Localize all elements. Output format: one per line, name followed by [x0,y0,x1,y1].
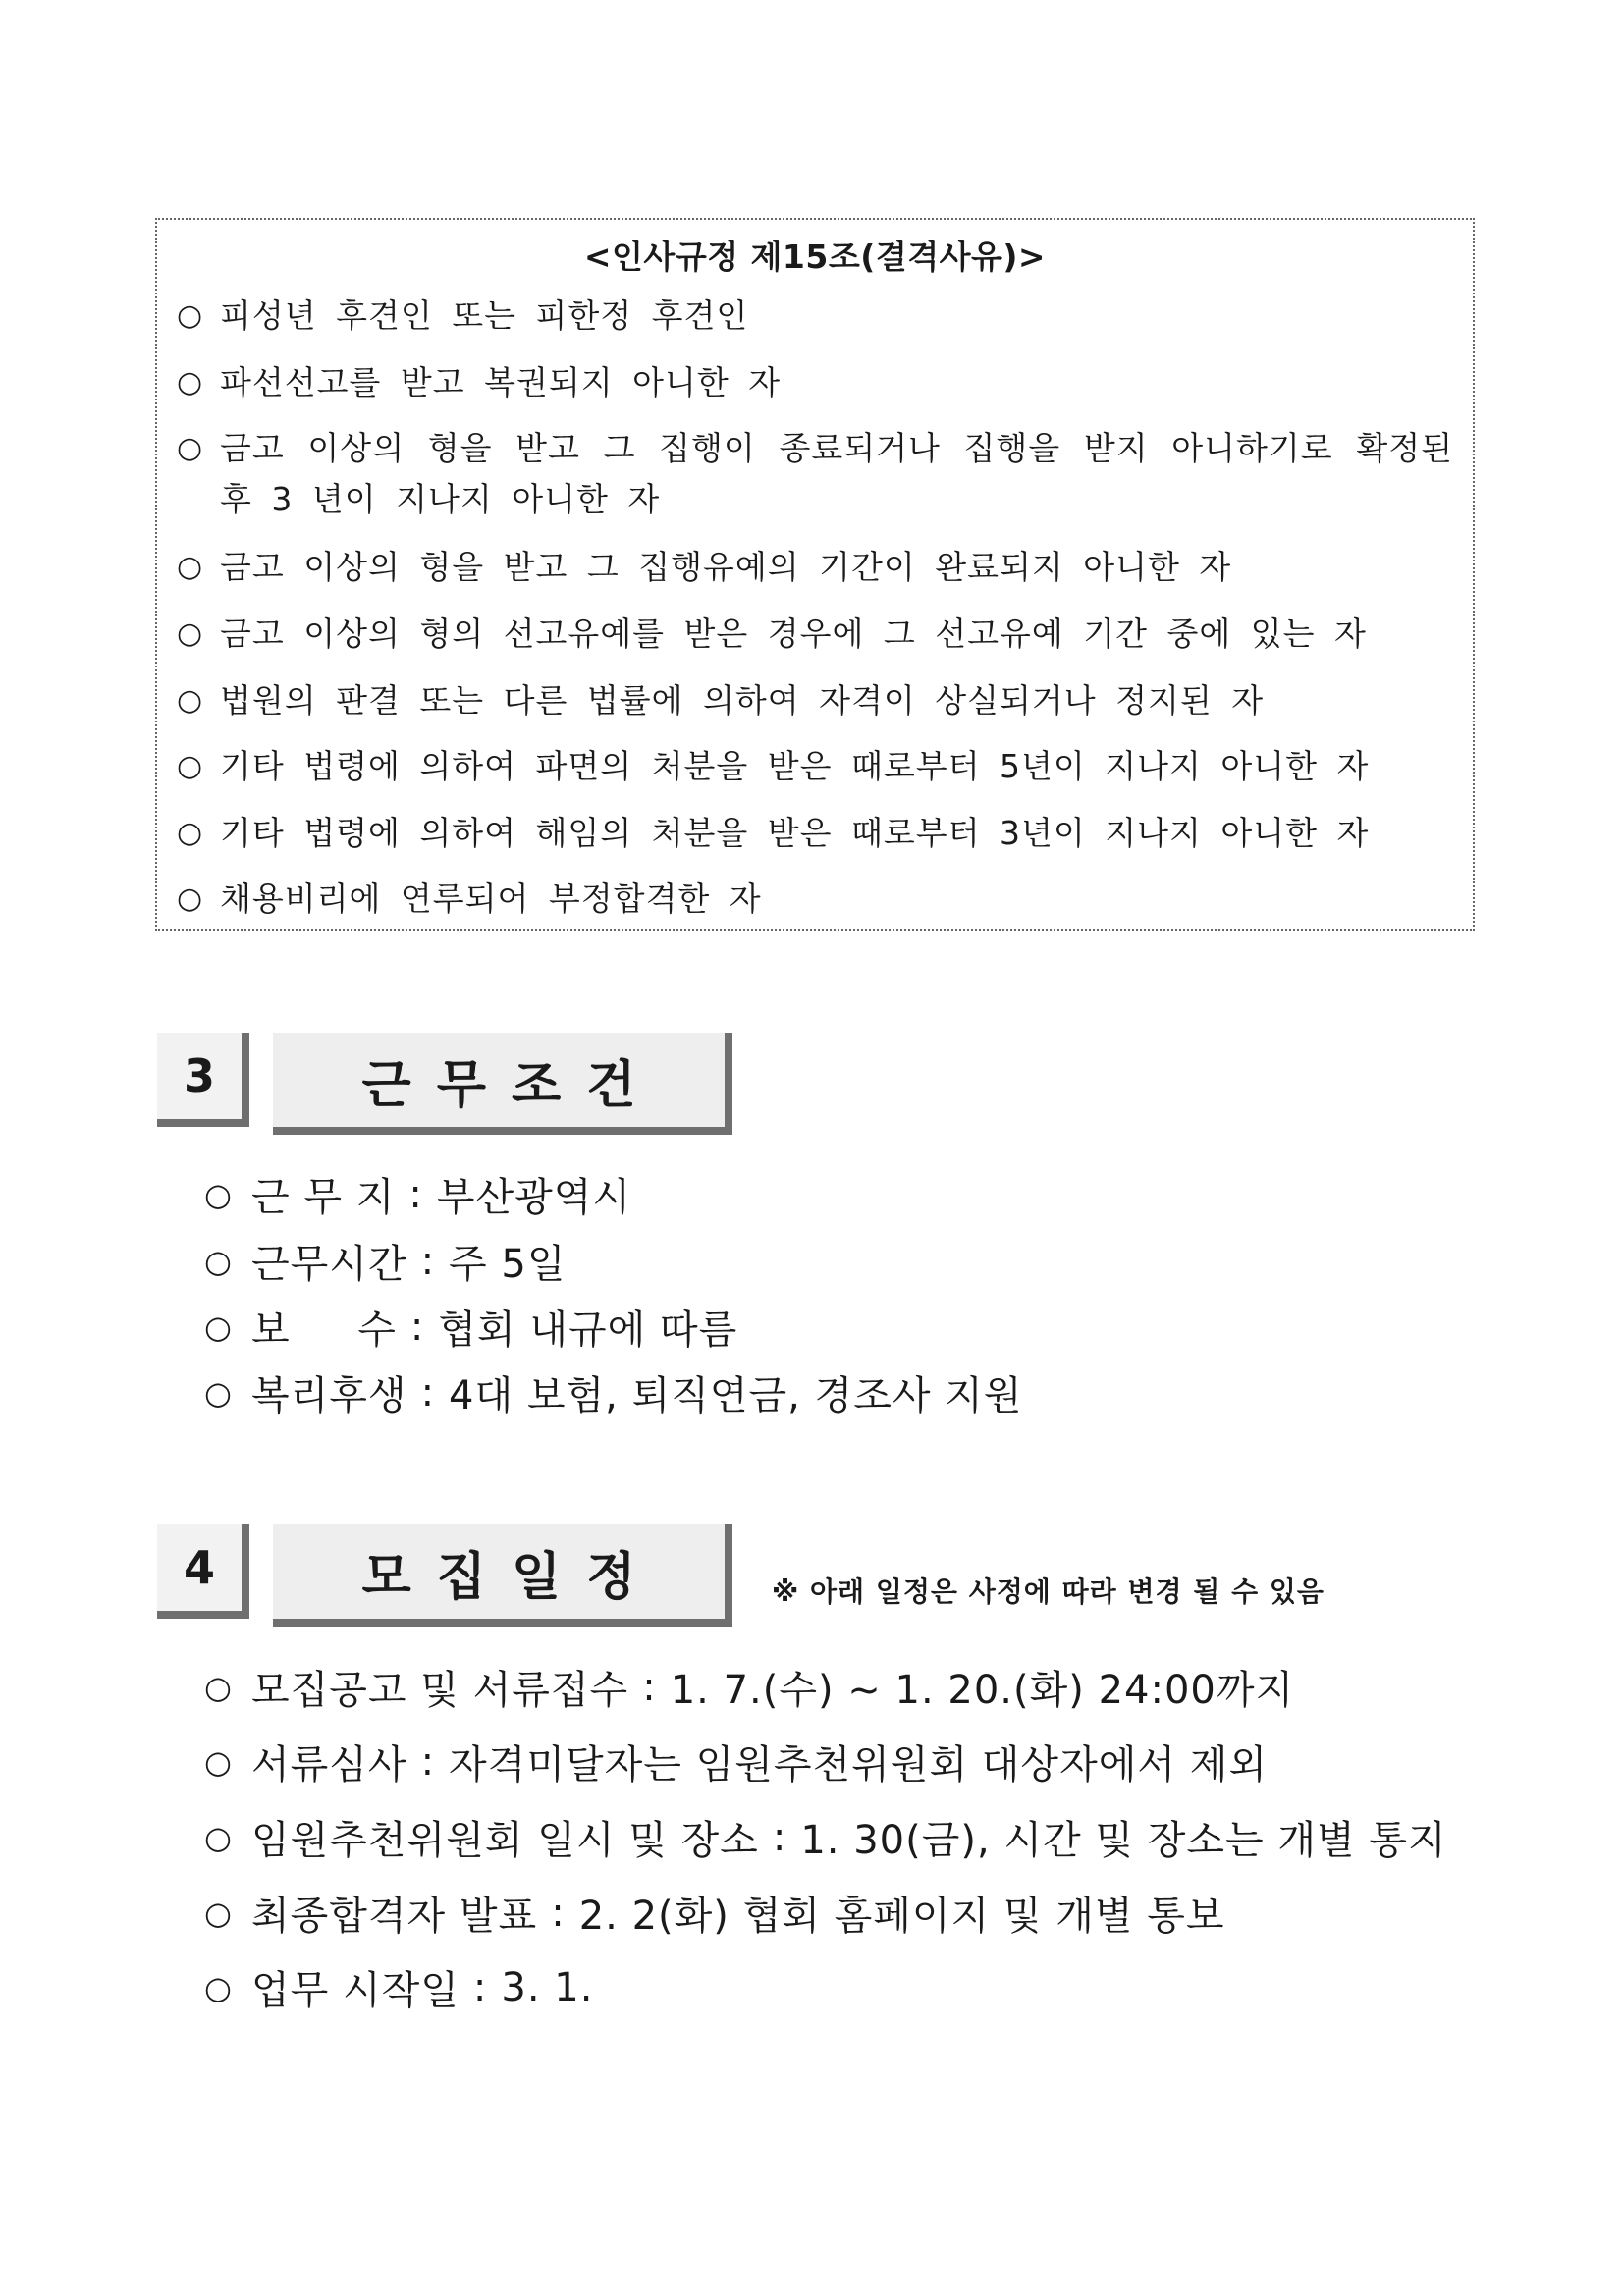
schedule-item [204,1959,593,2015]
schedule-item [204,1659,1294,1715]
bullet-icon: ○ [177,550,203,584]
rule-item-text: 파선선고를 받고 복권되지 아니한 자 [220,363,782,401]
bullet-icon: ○ [177,431,203,465]
section-3-header [157,1033,732,1137]
section-title: 모집일정 [273,1524,732,1627]
rule-item-text: 피성년 후견인 또는 피한정 후견인 [220,296,749,335]
rule-item [177,542,1453,593]
section-number: 4 [157,1524,249,1619]
schedule-note: ※ 아래 일정은 사정에 따라 변경 될 수 있음 [772,1575,1325,1608]
rule-item [177,291,1453,342]
rule-item [177,874,1453,925]
bullet-icon: ○ [204,1175,233,1213]
rule-item-text: 기타 법령에 의하여 해임의 처분을 받은 때로부터 3년이 지나지 아니한 자 [220,814,1370,852]
rule-item [177,609,1453,660]
item-separator: : [551,1890,566,1936]
rules-box-title: <인사규정 제15조(결격사유)> [583,238,1047,276]
rule-item-text: 금고 이상의 형을 받고 그 집행유예의 기간이 완료되지 아니한 자 [220,548,1232,586]
rule-item-text: 기타 법령에 의하여 파면의 처분을 받은 때로부터 5년이 지나지 아니한 자 [220,747,1370,785]
rule-item [177,675,1453,726]
bullet-icon: ○ [177,881,203,916]
item-value: 자격미달자는 임원추천위원회 대상자에서 제외 [449,1742,1268,1788]
bullet-icon: ○ [204,1742,233,1781]
item-separator: : [409,1304,425,1350]
rule-item-text: 금고 이상의 형을 받고 그 집행이 종료되거나 집행을 받지 아니하기로 확정된 후 3 년이 지나지 아니한 자 [220,429,1453,518]
bullet-icon: ○ [177,365,203,400]
schedule-item [204,1734,1268,1789]
item-value: 주 5일 [449,1242,567,1287]
bullet-icon: ○ [204,1818,233,1856]
item-separator: : [420,1738,436,1785]
item-value: 1. 7.(수) ~ 1. 20.(화) 24:00까지 [670,1668,1295,1713]
rule-item [177,741,1453,792]
rule-item-text: 법원의 판결 또는 다른 법률에 의하여 자격이 상실되거나 정지된 자 [220,681,1265,720]
item-key: 최종합격자 발표 [251,1894,538,1939]
bullet-icon: ○ [204,1242,233,1280]
item-value: 1. 30(금), 시간 및 장소는 개별 통지 [800,1818,1447,1863]
bullet-icon: ○ [177,683,203,718]
item-key: 모집공고 및 서류접수 [251,1668,629,1713]
item-value: 협회 내규에 따름 [438,1308,738,1353]
rule-item-text: 채용비리에 연루되어 부정합격한 자 [220,880,762,918]
item-separator: : [642,1664,657,1710]
work-condition-item [204,1299,737,1355]
bullet-icon: ○ [177,616,203,651]
item-key: 임원추천위원회 일시 및 장소 [251,1818,759,1863]
bullet-icon: ○ [204,1308,233,1346]
item-separator: : [420,1238,436,1284]
item-key: 업무 시작일 [251,1968,460,2013]
disqualification-rules-box [155,218,1475,931]
item-key: 복리후생 [251,1373,407,1418]
bullet-icon: ○ [177,816,203,850]
rule-item [177,808,1453,859]
rule-item [177,423,1453,525]
bullet-icon: ○ [204,1968,233,2006]
work-condition-item [204,1233,567,1289]
item-separator: : [472,1964,488,2010]
bullet-icon: ○ [177,298,203,333]
item-key: 근무시간 [251,1242,407,1287]
section-4-header [157,1524,732,1629]
item-value: 2. 2(화) 협회 홈페이지 및 개별 통보 [578,1894,1225,1939]
item-separator: : [420,1369,436,1415]
section-number: 3 [157,1033,249,1127]
work-condition-item [204,1166,631,1222]
item-key: 서류심사 [251,1742,407,1788]
item-key: 보 수 [251,1308,397,1353]
bullet-icon: ○ [204,1668,233,1706]
bullet-icon: ○ [177,749,203,783]
rule-item [177,357,1453,408]
bullet-icon: ○ [204,1894,233,1932]
section-title: 근무조건 [273,1033,732,1135]
item-value: 4대 보험, 퇴직연금, 경조사 지원 [449,1373,1023,1418]
item-separator: : [408,1171,423,1217]
schedule-item [204,1809,1447,1865]
item-separator: : [772,1814,787,1860]
item-value: 부산광역시 [436,1175,632,1220]
work-condition-item [204,1364,1022,1420]
rule-item-text: 금고 이상의 형의 선고유예를 받은 경우에 그 선고유예 기간 중에 있는 자 [220,614,1367,653]
schedule-item [204,1885,1224,1941]
bullet-icon: ○ [204,1373,233,1412]
item-value: 3. 1. [501,1964,594,2010]
item-key: 근 무 지 [251,1175,396,1220]
